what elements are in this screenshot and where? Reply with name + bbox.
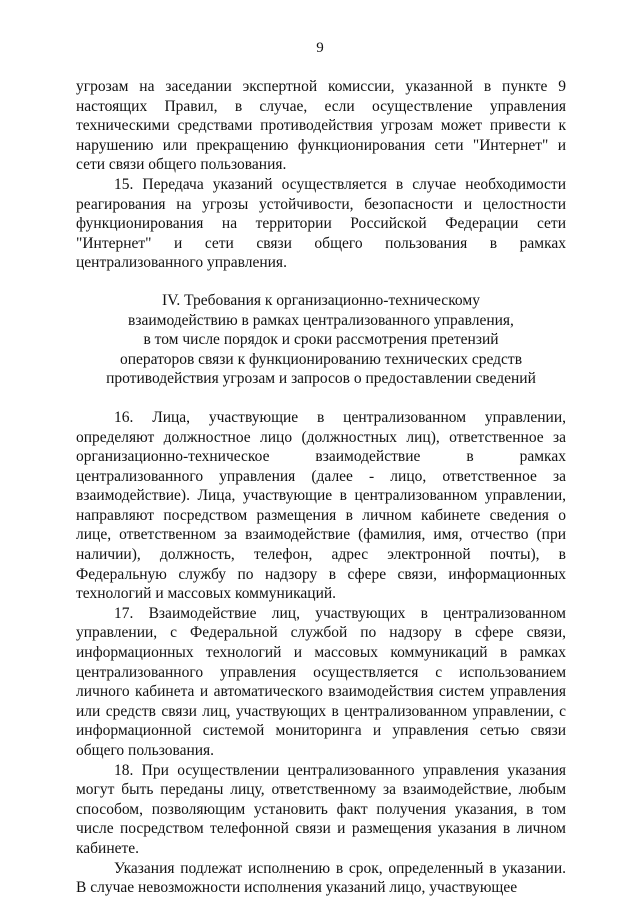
paragraph-continued: угрозам на заседании экспертной комиссии, указанной в пункте 9 настоящих Правил, в случае, если осуществление управления техническими средствами противодействия угрозам может привести к нарушению или прекращению функционирования сети "Интернет" и сети связи общего пользования. [76,78,566,174]
paragraph-instructions: Указания подлежат исполнению в срок, определенный в указании. В случае невозможности исполнения указаний лицо, участвующее [76,859,566,897]
section-title-line: в том числе порядок и сроки рассмотрения претензий [143,331,499,349]
section-title-line: операторов связи к функционированию технических средств [119,350,523,368]
paragraph-16: 16. Лица, участвующие в централизованном управлении, определяют должностное лицо (должностных лиц), ответственное за организационно-техническое взаимодействие в рамках централизованного управления (далее - лицо, ответственное за взаимодействие). Лица, участвующие в централизованном управлении, направляют посредством размещения в личном кабинете сведения о лице, ответственном за взаимодействие (фамилия, имя, отчество (при наличии), должность, телефон, адрес электронной почты), в Федеральную службу по надзору в сфере связи, информационных технологий и массовых коммуникаций. [76,408,566,603]
document-body [76,77,566,898]
page-number: 9 [316,40,324,56]
paragraph-15: 15. Передача указаний осуществляется в случае необходимости реагирования на угрозы устойчивости, безопасности и целостности функционирования на территории Российской Федерации сети "Интернет" и сети связи общего пользования в рамках централизованного управления. [76,175,566,272]
section-title [76,291,566,389]
section-title-line: противодействия угрозам и запросов о предоставлении сведений [106,370,536,388]
section-title-line: взаимодействию в рамках централизованного управления, [128,311,514,329]
paragraph-18: 18. При осуществлении централизованного управления указания могут быть переданы лицу, ответственному за взаимодействие, любым способом, позволяющим установить факт получения указания, в том числе посредством телефонной связи и размещения указания в личном кабинете. [76,761,566,857]
section-title-line: IV. Требования к организационно-техническому [162,291,480,309]
paragraph-17: 17. Взаимодействие лиц, участвующих в централизованном управлении, с Федеральной службой по надзору в сфере связи, информационных технологий и массовых коммуникаций в рамках централизованного управления осуществляется с использованием личного кабинета и автоматического взаимодействия систем управления или средств связи лиц, участвующих в централизованном управлении, с информационной системой мониторинга и управления сетью связи общего пользования. [76,604,566,759]
